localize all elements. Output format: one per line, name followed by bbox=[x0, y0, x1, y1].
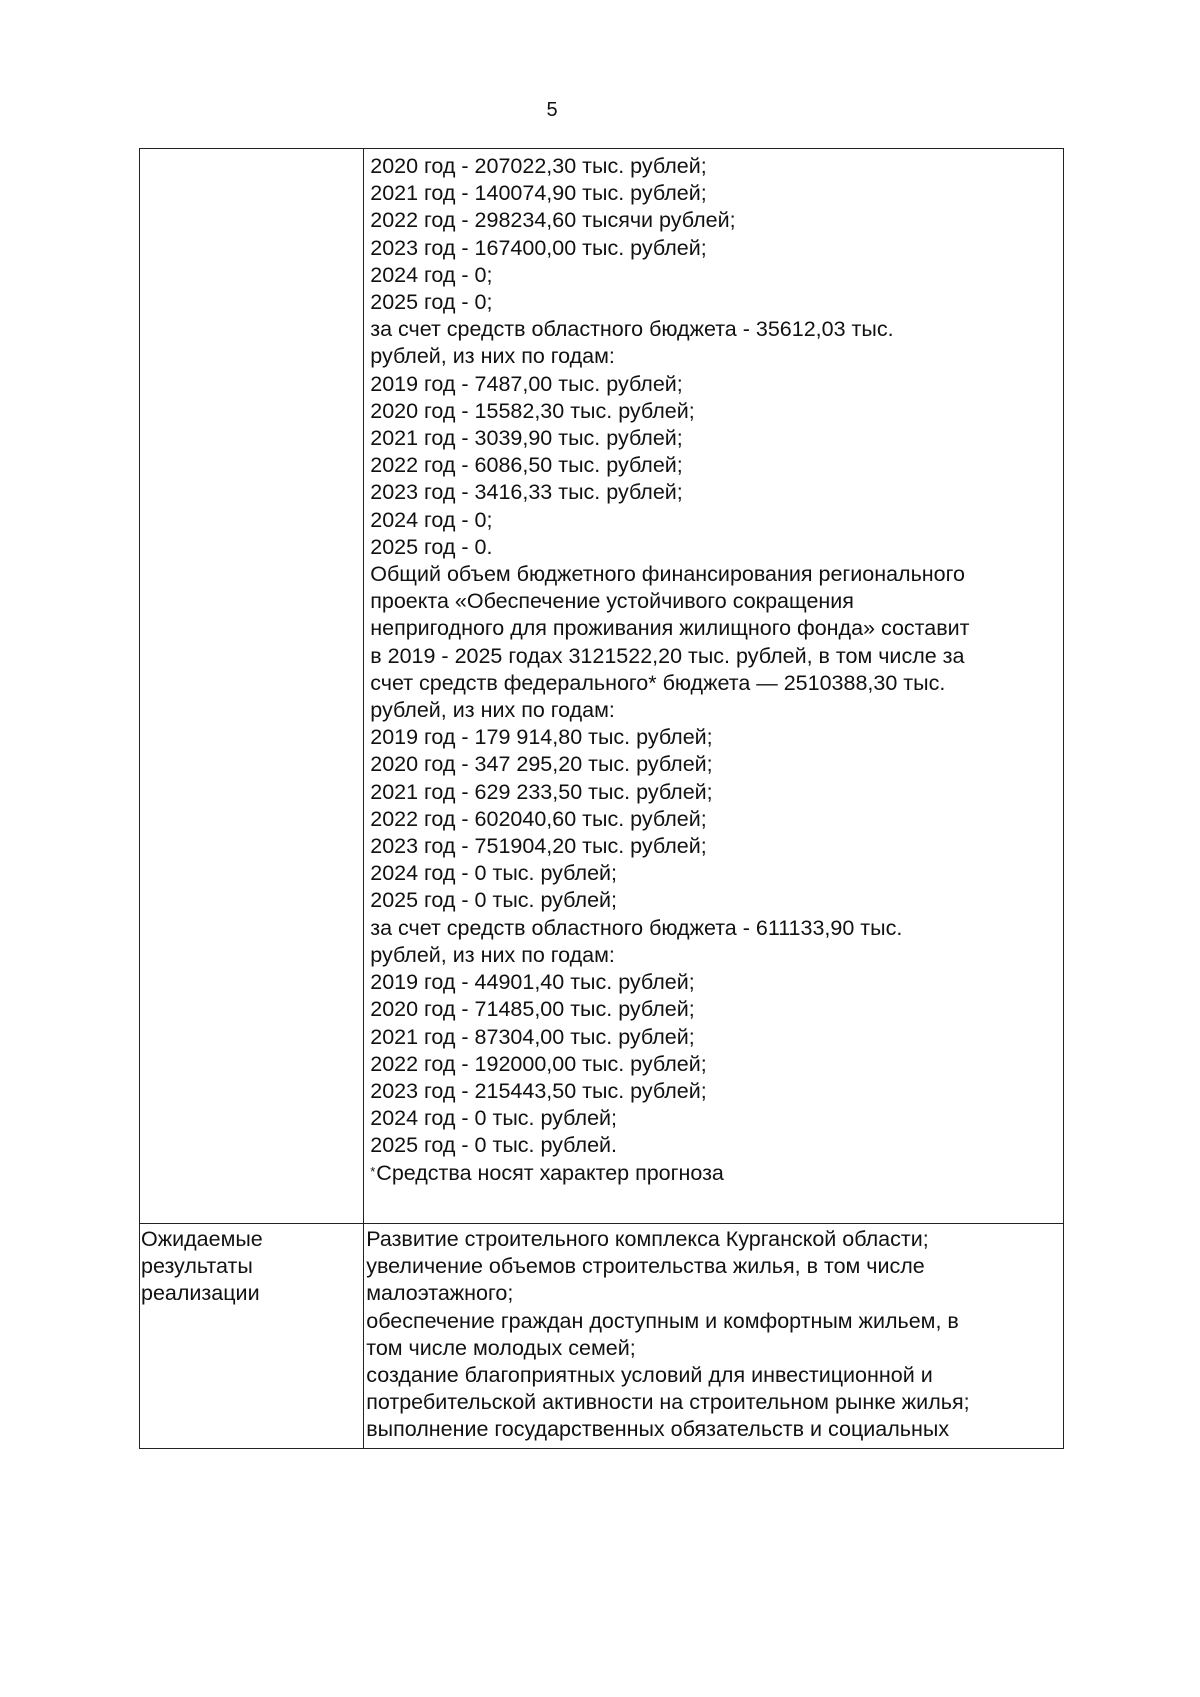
text-line: выполнение государственных обязательств и социальных bbox=[366, 1417, 950, 1442]
text-line: 2021 год - 629 233,50 тыс. рублей; bbox=[370, 779, 713, 804]
table-row bbox=[140, 149, 1064, 1224]
text-line: 2020 год - 207022,30 тыс. рублей; bbox=[370, 154, 707, 178]
text-line: рублей, из них по годам: bbox=[370, 698, 615, 723]
text-line: 2024 год - 0; bbox=[370, 507, 493, 532]
label-line: Ожидаемые bbox=[141, 1227, 263, 1251]
text-line: 2021 год - 3039,90 тыс. рублей; bbox=[370, 426, 683, 451]
text-line: 2019 год - 179 914,80 тыс. рублей; bbox=[370, 725, 713, 750]
text-line: 2025 год - 0 тыс. рублей. bbox=[370, 1133, 618, 1158]
text-line: 2025 год - 0. bbox=[370, 534, 493, 559]
page-number: 5 bbox=[546, 99, 558, 121]
text-line: 2023 год - 751904,20 тыс. рублей; bbox=[370, 834, 707, 859]
text-line: 2022 год - 602040,60 тыс. рублей; bbox=[370, 806, 707, 831]
text-line: 2023 год - 3416,33 тыс. рублей; bbox=[370, 480, 683, 505]
text-line: рублей, из них по годам: bbox=[370, 344, 615, 369]
text-line: в 2019 - 2025 годах 3121522,20 тыс. рублей, в том числе за bbox=[370, 643, 965, 668]
text-line: 2025 год - 0 тыс. рублей; bbox=[370, 888, 618, 913]
text-line: 2020 год - 71485,00 тыс. рублей; bbox=[370, 997, 695, 1022]
text-line: 2019 год - 44901,40 тыс. рублей; bbox=[370, 970, 695, 995]
label-line: результаты bbox=[141, 1254, 253, 1279]
funding-cell bbox=[364, 149, 1064, 1224]
text-line: 2021 год - 87304,00 тыс. рублей; bbox=[370, 1024, 695, 1049]
text-line: обеспечение граждан доступным и комфортным жильем, в bbox=[366, 1308, 959, 1333]
footnote-text: Средства носят характер прогноза bbox=[376, 1160, 724, 1185]
text-line: Общий объем бюджетного финансирования регионального bbox=[370, 562, 965, 587]
text-line: 2023 год - 215443,50 тыс. рублей; bbox=[370, 1078, 707, 1103]
text-line: рублей, из них по годам: bbox=[370, 942, 615, 967]
text-line: за счет средств областного бюджета - 35612,03 тыс. bbox=[370, 317, 894, 342]
text-line: создание благоприятных условий для инвестиционной и bbox=[366, 1363, 933, 1388]
text-line: потребительской активности на строительном рынке жилья; bbox=[366, 1390, 970, 1415]
table-row bbox=[140, 1224, 1064, 1449]
expected-results-cell bbox=[364, 1224, 1064, 1449]
text-line: непригодного для проживания жилищного фонда» составит bbox=[370, 616, 970, 641]
passport-table bbox=[139, 148, 1064, 1449]
text-line: 2024 год - 0 тыс. рублей; bbox=[370, 861, 618, 886]
text-line: 2020 год - 347 295,20 тыс. рублей; bbox=[370, 752, 713, 777]
expected-results-label bbox=[141, 1226, 359, 1308]
text-line: 2025 год - 0; bbox=[370, 290, 493, 315]
text-line: 2022 год - 6086,50 тыс. рублей; bbox=[370, 453, 683, 478]
label-line: реализации bbox=[141, 1281, 260, 1306]
text-line: Развитие строительного комплекса Курганской области; bbox=[366, 1227, 929, 1251]
row-label-cell bbox=[140, 1224, 364, 1449]
footnote-mark: * bbox=[370, 1163, 376, 1179]
text-line: 2022 год - 298234,60 тысячи рублей; bbox=[370, 208, 736, 233]
text-line: 2024 год - 0; bbox=[370, 262, 493, 287]
text-line: проекта «Обеспечение устойчивого сокращения bbox=[370, 589, 854, 614]
text-line: 2024 год - 0 тыс. рублей; bbox=[370, 1106, 618, 1131]
expected-results-lines bbox=[366, 1226, 1057, 1444]
text-line: 2023 год - 167400,00 тыс. рублей; bbox=[370, 235, 707, 260]
text-line: 2020 год - 15582,30 тыс. рублей; bbox=[370, 398, 695, 423]
text-line: увеличение объемов строительства жилья, в том числе bbox=[366, 1254, 925, 1279]
text-line: 2022 год - 192000,00 тыс. рублей; bbox=[370, 1051, 707, 1076]
text-line: 2021 год - 140074,90 тыс. рублей; bbox=[370, 181, 707, 206]
funding-lines bbox=[370, 153, 1057, 1160]
footnote bbox=[370, 1160, 1057, 1187]
text-line: за счет средств областного бюджета - 611133,90 тыс. bbox=[370, 915, 903, 940]
text-line: том числе молодых семей; bbox=[366, 1335, 636, 1360]
text-line: 2019 год - 7487,00 тыс. рублей; bbox=[370, 371, 683, 396]
row-label-cell bbox=[140, 149, 364, 1224]
text-line: счет средств федерального* бюджета — 2510388,30 тыс. bbox=[370, 670, 946, 695]
text-line: малоэтажного; bbox=[366, 1281, 514, 1306]
